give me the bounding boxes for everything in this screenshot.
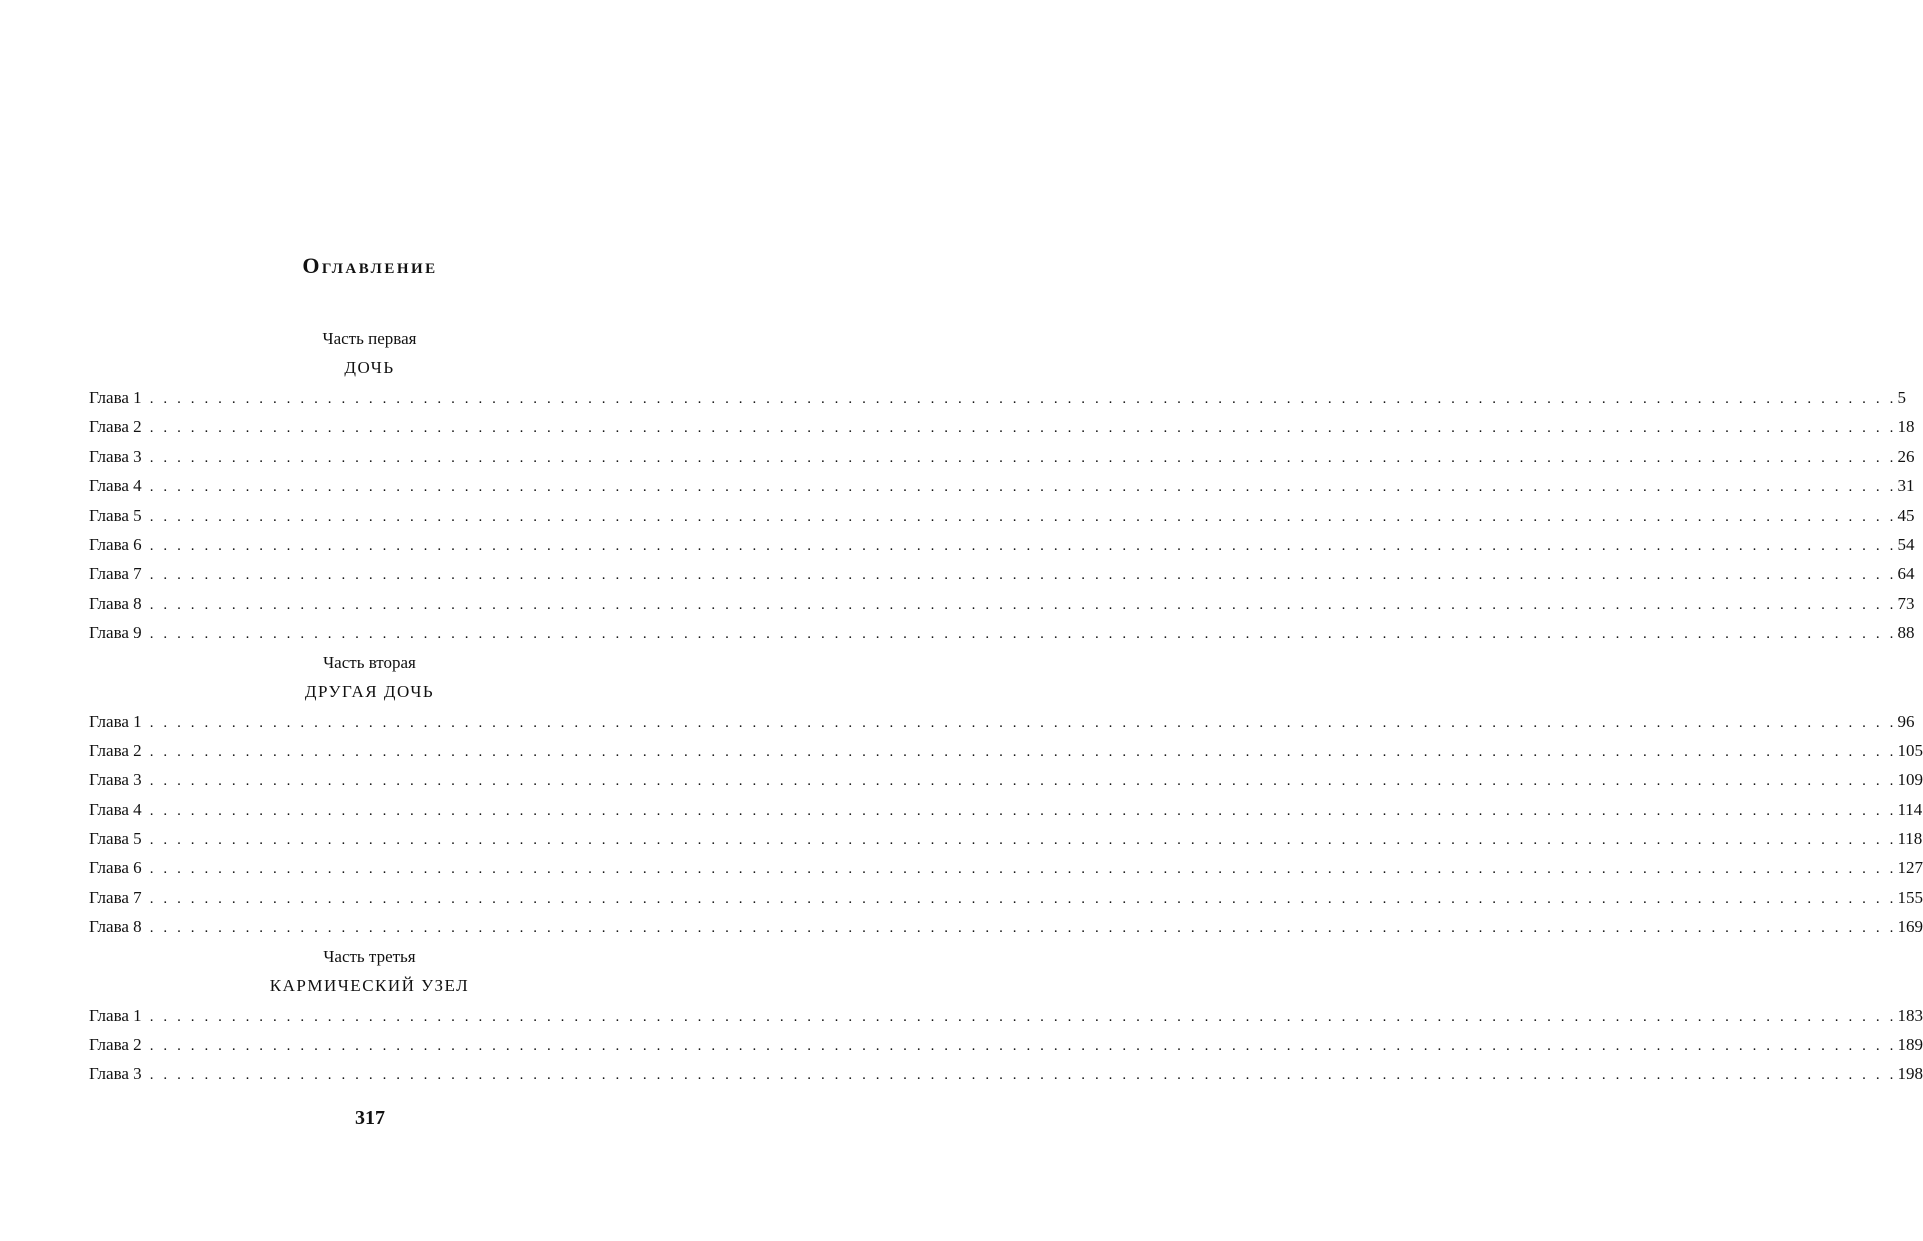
table-of-contents xyxy=(89,324,1923,1089)
toc-entry xyxy=(89,1001,1923,1030)
toc-entry xyxy=(89,736,1923,765)
toc-entry xyxy=(89,824,1923,853)
chapter-page: 26 xyxy=(1897,446,1915,466)
dot-leader: . . . . . . . . . . . . . . . . . . . . . . . . . . . . . . . . . . . . . . . . . . . . . . . . . . . . . . . . . . . . . . . . . . . . . . . . . . . . . . . . . . . . . . . . . . . . . . . . . . . . . . . . . . . . . . . . . . . . . . . . . . . . . . . . xyxy=(149,1067,1897,1084)
chapter-name: Глава 2 xyxy=(89,1035,142,1055)
dot-leader: . . . . . . . . . . . . . . . . . . . . . . . . . . . . . . . . . . . . . . . . . . . . . . . . . . . . . . . . . . . . . . . . . . . . . . . . . . . . . . . . . . . . . . . . . . . . . . . . . . . . . . . . . . . . . . . . . . . . . . . . . . . . . . . . xyxy=(149,449,1897,466)
toc-entry xyxy=(89,412,1915,441)
toc-entry xyxy=(89,707,1915,736)
dot-leader: . . . . . . . . . . . . . . . . . . . . . . . . . . . . . . . . . . . . . . . . . . . . . . . . . . . . . . . . . . . . . . . . . . . . . . . . . . . . . . . . . . . . . . . . . . . . . . . . . . . . . . . . . . . . . . . . . . . . . . . . . . . . . . . . xyxy=(149,1008,1897,1025)
dot-leader: . . . . . . . . . . . . . . . . . . . . . . . . . . . . . . . . . . . . . . . . . . . . . . . . . . . . . . . . . . . . . . . . . . . . . . . . . . . . . . . . . . . . . . . . . . . . . . . . . . . . . . . . . . . . . . . . . . . . . . . . . . . . . . . . xyxy=(149,802,1897,819)
toc-heading: Оглавление xyxy=(302,253,438,278)
dot-leader: . . . . . . . . . . . . . . . . . . . . . . . . . . . . . . . . . . . . . . . . . . . . . . . . . . . . . . . . . . . . . . . . . . . . . . . . . . . . . . . . . . . . . . . . . . . . . . . . . . . . . . . . . . . . . . . . . . . . . . . . . . . . . . . . xyxy=(149,508,1897,525)
toc-entry xyxy=(89,530,1915,559)
chapter-page: 189 xyxy=(1897,1035,1923,1055)
dot-leader: . . . . . . . . . . . . . . . . . . . . . . . . . . . . . . . . . . . . . . . . . . . . . . . . . . . . . . . . . . . . . . . . . . . . . . . . . . . . . . . . . . . . . . . . . . . . . . . . . . . . . . . . . . . . . . . . . . . . . . . . . . . . . . . . xyxy=(149,567,1897,584)
chapter-name: Глава 1 xyxy=(89,1005,142,1025)
page-number: 317 xyxy=(355,1107,385,1129)
chapter-page: 183 xyxy=(1897,1005,1923,1025)
toc-entry xyxy=(89,501,1915,530)
chapter-page: 73 xyxy=(1897,593,1915,613)
toc-entry xyxy=(89,853,1923,882)
chapter-page: 118 xyxy=(1897,829,1923,849)
dot-leader: . . . . . . . . . . . . . . . . . . . . . . . . . . . . . . . . . . . . . . . . . . . . . . . . . . . . . . . . . . . . . . . . . . . . . . . . . . . . . . . . . . . . . . . . . . . . . . . . . . . . . . . . . . . . . . . . . . . . . . . . . . . . . . . . xyxy=(149,832,1897,849)
chapter-page: 64 xyxy=(1897,564,1915,584)
chapter-page: 105 xyxy=(1897,740,1923,760)
dot-leader: . . . . . . . . . . . . . . . . . . . . . . . . . . . . . . . . . . . . . . . . . . . . . . . . . . . . . . . . . . . . . . . . . . . . . . . . . . . . . . . . . . . . . . . . . . . . . . . . . . . . . . . . . . . . . . . . . . . . . . . . . . . . . . . . xyxy=(149,861,1897,878)
dot-leader: . . . . . . . . . . . . . . . . . . . . . . . . . . . . . . . . . . . . . . . . . . . . . . . . . . . . . . . . . . . . . . . . . . . . . . . . . . . . . . . . . . . . . . . . . . . . . . . . . . . . . . . . . . . . . . . . . . . . . . . . . . . . . . . . xyxy=(149,890,1897,907)
toc-entry xyxy=(89,471,1915,500)
part-title: КАРМИЧЕСКИЙ УЗЕЛ xyxy=(269,975,470,995)
chapter-page: 155 xyxy=(1897,887,1923,907)
toc-entry xyxy=(89,618,1915,647)
toc-entry xyxy=(89,1030,1923,1059)
toc-entry xyxy=(89,795,1923,824)
chapter-page: 109 xyxy=(1897,770,1923,790)
part-label: Часть вторая xyxy=(323,652,416,672)
chapter-name: Глава 7 xyxy=(89,887,142,907)
toc-entry xyxy=(89,912,1923,941)
dot-leader: . . . . . . . . . . . . . . . . . . . . . . . . . . . . . . . . . . . . . . . . . . . . . . . . . . . . . . . . . . . . . . . . . . . . . . . . . . . . . . . . . . . . . . . . . . . . . . . . . . . . . . . . . . . . . . . . . . . . . . . . . . . . . . . . xyxy=(149,920,1897,937)
dot-leader: . . . . . . . . . . . . . . . . . . . . . . . . . . . . . . . . . . . . . . . . . . . . . . . . . . . . . . . . . . . . . . . . . . . . . . . . . . . . . . . . . . . . . . . . . . . . . . . . . . . . . . . . . . . . . . . . . . . . . . . . . . . . . . . . xyxy=(149,596,1897,613)
chapter-page: 31 xyxy=(1897,476,1915,496)
chapter-page: 127 xyxy=(1897,858,1923,878)
dot-leader: . . . . . . . . . . . . . . . . . . . . . . . . . . . . . . . . . . . . . . . . . . . . . . . . . . . . . . . . . . . . . . . . . . . . . . . . . . . . . . . . . . . . . . . . . . . . . . . . . . . . . . . . . . . . . . . . . . . . . . . . . . . . . . . . xyxy=(149,743,1897,760)
chapter-name: Глава 4 xyxy=(89,799,142,819)
chapter-page: 54 xyxy=(1897,534,1915,554)
part-title: ДРУГАЯ ДОЧЬ xyxy=(304,681,435,701)
dot-leader: . . . . . . . . . . . . . . . . . . . . . . . . . . . . . . . . . . . . . . . . . . . . . . . . . . . . . . . . . . . . . . . . . . . . . . . . . . . . . . . . . . . . . . . . . . . . . . . . . . . . . . . . . . . . . . . . . . . . . . . . . . . . . . . . xyxy=(149,1038,1897,1055)
toc-entry xyxy=(89,765,1923,794)
chapter-name: Глава 7 xyxy=(89,564,142,584)
dot-leader: . . . . . . . . . . . . . . . . . . . . . . . . . . . . . . . . . . . . . . . . . . . . . . . . . . . . . . . . . . . . . . . . . . . . . . . . . . . . . . . . . . . . . . . . . . . . . . . . . . . . . . . . . . . . . . . . . . . . . . . . . . . . . . . . xyxy=(149,420,1897,437)
toc-entry xyxy=(89,883,1923,912)
dot-leader: . . . . . . . . . . . . . . . . . . . . . . . . . . . . . . . . . . . . . . . . . . . . . . . . . . . . . . . . . . . . . . . . . . . . . . . . . . . . . . . . . . . . . . . . . . . . . . . . . . . . . . . . . . . . . . . . . . . . . . . . . . . . . . . . xyxy=(149,479,1897,496)
toc-entry xyxy=(89,589,1915,618)
chapter-name: Глава 6 xyxy=(89,858,142,878)
part-title: ДОЧЬ xyxy=(344,358,395,377)
part-label: Часть первая xyxy=(322,329,417,348)
chapter-name: Глава 8 xyxy=(89,593,142,613)
dot-leader: . . . . . . . . . . . . . . . . . . . . . . . . . . . . . . . . . . . . . . . . . . . . . . . . . . . . . . . . . . . . . . . . . . . . . . . . . . . . . . . . . . . . . . . . . . . . . . . . . . . . . . . . . . . . . . . . . . . . . . . . . . . . . . . . xyxy=(149,391,1897,407)
chapter-name: Глава 2 xyxy=(89,740,142,760)
dot-leader: . . . . . . . . . . . . . . . . . . . . . . . . . . . . . . . . . . . . . . . . . . . . . . . . . . . . . . . . . . . . . . . . . . . . . . . . . . . . . . . . . . . . . . . . . . . . . . . . . . . . . . . . . . . . . . . . . . . . . . . . . . . . . . . . xyxy=(149,626,1897,643)
chapter-name: Глава 8 xyxy=(89,917,142,937)
dot-leader: . . . . . . . . . . . . . . . . . . . . . . . . . . . . . . . . . . . . . . . . . . . . . . . . . . . . . . . . . . . . . . . . . . . . . . . . . . . . . . . . . . . . . . . . . . . . . . . . . . . . . . . . . . . . . . . . . . . . . . . . . . . . . . . . xyxy=(149,714,1897,731)
chapter-name: Глава 1 xyxy=(89,388,142,407)
chapter-name: Глава 1 xyxy=(89,711,142,731)
chapter-name: Глава 5 xyxy=(89,505,142,525)
part-label: Часть третья xyxy=(323,946,416,966)
dot-leader: . . . . . . . . . . . . . . . . . . . . . . . . . . . . . . . . . . . . . . . . . . . . . . . . . . . . . . . . . . . . . . . . . . . . . . . . . . . . . . . . . . . . . . . . . . . . . . . . . . . . . . . . . . . . . . . . . . . . . . . . . . . . . . . . xyxy=(149,773,1897,790)
chapter-page: 18 xyxy=(1897,417,1915,437)
chapter-page: 169 xyxy=(1897,917,1923,937)
chapter-name: Глава 3 xyxy=(89,1064,142,1084)
chapter-name: Глава 3 xyxy=(89,446,142,466)
chapter-name: Глава 5 xyxy=(89,829,142,849)
chapter-page: 198 xyxy=(1897,1064,1923,1084)
toc-entry xyxy=(89,442,1915,471)
toc-entry xyxy=(89,383,1906,412)
chapter-page: 114 xyxy=(1897,799,1923,819)
chapter-name: Глава 2 xyxy=(89,417,142,437)
chapter-name: Глава 9 xyxy=(89,623,142,643)
chapter-name: Глава 4 xyxy=(89,476,142,496)
chapter-page: 45 xyxy=(1897,505,1915,525)
toc-entry xyxy=(89,559,1915,588)
chapter-page: 96 xyxy=(1897,711,1915,731)
chapter-name: Глава 3 xyxy=(89,770,142,790)
chapter-page: 88 xyxy=(1897,623,1915,643)
toc-entry xyxy=(89,1059,1923,1088)
dot-leader: . . . . . . . . . . . . . . . . . . . . . . . . . . . . . . . . . . . . . . . . . . . . . . . . . . . . . . . . . . . . . . . . . . . . . . . . . . . . . . . . . . . . . . . . . . . . . . . . . . . . . . . . . . . . . . . . . . . . . . . . . . . . . . . . xyxy=(149,537,1897,554)
chapter-name: Глава 6 xyxy=(89,534,142,554)
chapter-page: 5 xyxy=(1897,388,1906,407)
